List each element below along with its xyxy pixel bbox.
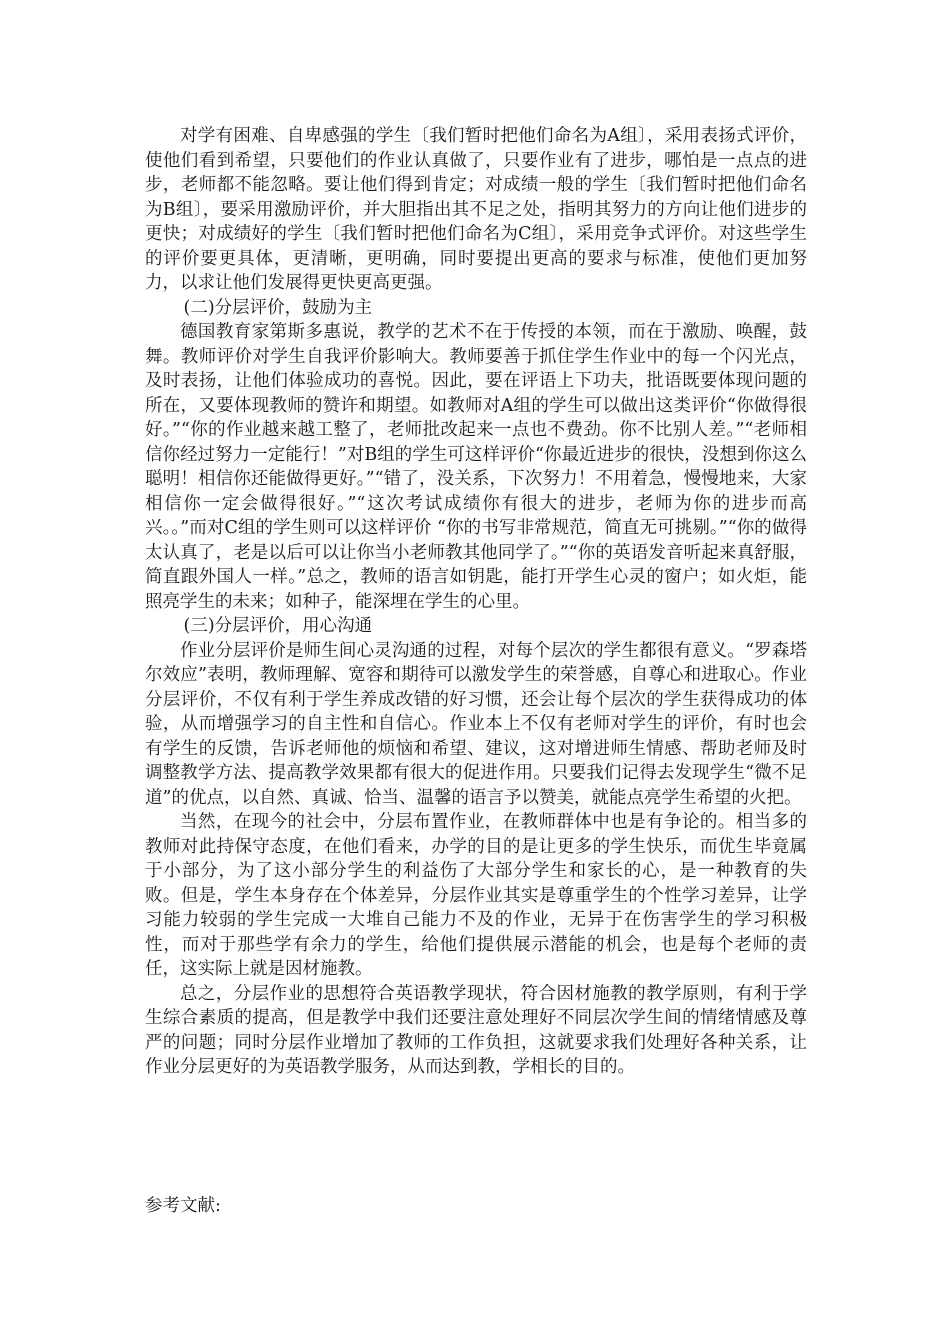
section-heading-2: (二)分层评价，鼓励为主 [183, 297, 373, 318]
paragraph-controversy: 当然，在现今的社会中，分层布置作业，在教师群体中也是有争论的。相当多的教师对此持保守态度，在他们看来，办学的目的是让更多的学生快乐，而优生毕竟属于小部分，为了这小部分学生的利益伤了大部分学生和家长的心，是一种教育的失败。但是，学生本身存在个体差异，分层作业其实是尊重学生的个性学习差异，让学习能力较弱的学生完成一大堆自己能力不及的作业，无异于在伤害学生的学习积极性，而对于那些学有余力的学生，给他们提供展示潜能的机会，也是每个老师的责任，这实际上就是因材施教。 [145, 812, 807, 979]
section-heading-3: (三)分层评价，用心沟通 [183, 616, 373, 636]
references-label: 参考文献: [145, 1196, 221, 1216]
paragraph-grouping-evaluation: 对学有困难、自卑感强的学生〔我们暂时把他们命名为A组〕，采用表扬式评价，使他们看到希望，只要他们的作业认真做了，只要作业有了进步，哪怕是一点点的进步，老师都不能忽略。要让他们得到肯定；对成绩一般的学生〔我们暂时把他们命名为B组〕，要采用激励评价，并大胆指出其不足之处，指明其努力的方向让他们进步的更快；对成绩好的学生〔我们暂时把他们命名为C组〕，采用竞争式评价。对这些学生的评价要更具体，更清晰，更明确，同时要提出更高的要求与标准，使他们更加努力，以求让他们发展得更快更高更强。 [145, 126, 807, 293]
body-text [145, 124, 807, 1080]
paragraph-encouragement: 德国教育家第斯多惠说，教学的艺术不在于传授的本领，而在于激励、唤醒，鼓舞。教师评价对学生自我评价影响大。教师要善于抓住学生作业中的每一个闪光点，及时表扬，让他们体验成功的喜悦。因此，要在评语上下功夫，批语既要体现问题的所在，又要体现教师的赞许和期望。如教师对A组的学生可以做出这类评价“你做得很好。”“你的作业越来越工整了，老师批改起来一点也不费劲。你不比别人差。”“老师相信你经过努力一定能行！”对B组的学生可这样评价“你最近进步的很快，没想到你这么聪明！相信你还能做得更好。”“错了，没关系，下次努力！不用着急，慢慢地来，大家相信你一定会做得很好。”“这次考试成绩你有很大的进步，老师为你的进步而高兴。。”而对C组的学生则可以这样评价 “你的书写非常规范，简直无可挑剔。”“你的做得太认真了，老是以后可以让你当小老师教其他同学了。”“你的英语发音听起来真舒服，简直跟外国人一样。”总之，教师的语言如钥匙，能打开学生心灵的窗户；如火炬，能照亮学生的未来；如种子，能深埋在学生的心里。 [145, 322, 807, 612]
paragraph-conclusion: 总之，分层作业的思想符合英语教学现状，符合因材施教的教学原则，有利于学生综合素质的提高，但是教学中我们还要注意处理好不同层次学生间的情绪情感及尊严的问题；同时分层作业增加了教师的工作负担，这就要求我们处理好各种关系，让作业分层更好的为英语教学服务，从而达到教，学相长的目的。 [145, 983, 807, 1077]
paragraph-communication: 作业分层评价是师生间心灵沟通的过程，对每个层次的学生都很有意义。“罗森塔尔效应”表明，教师理解、宽容和期待可以激发学生的荣誉感，自尊心和进取心。作业分层评价，不仅有利于学生养成改错的好习惯，还会让每个层次的学生获得成功的体验，从而增强学习的自主性和自信心。作业本上不仅有老师对学生的评价，有时也会有学生的反馈，告诉老师他的烦恼和希望、建议，这对增进师生情感、帮助老师及时调整教学方法、提高教学效果都有很大的促进作用。只要我们记得去发现学生“微不足道”的优点，以自然、真诚、恰当、温馨的语言予以赞美，就能点亮学生希望的火把。 [145, 640, 807, 808]
